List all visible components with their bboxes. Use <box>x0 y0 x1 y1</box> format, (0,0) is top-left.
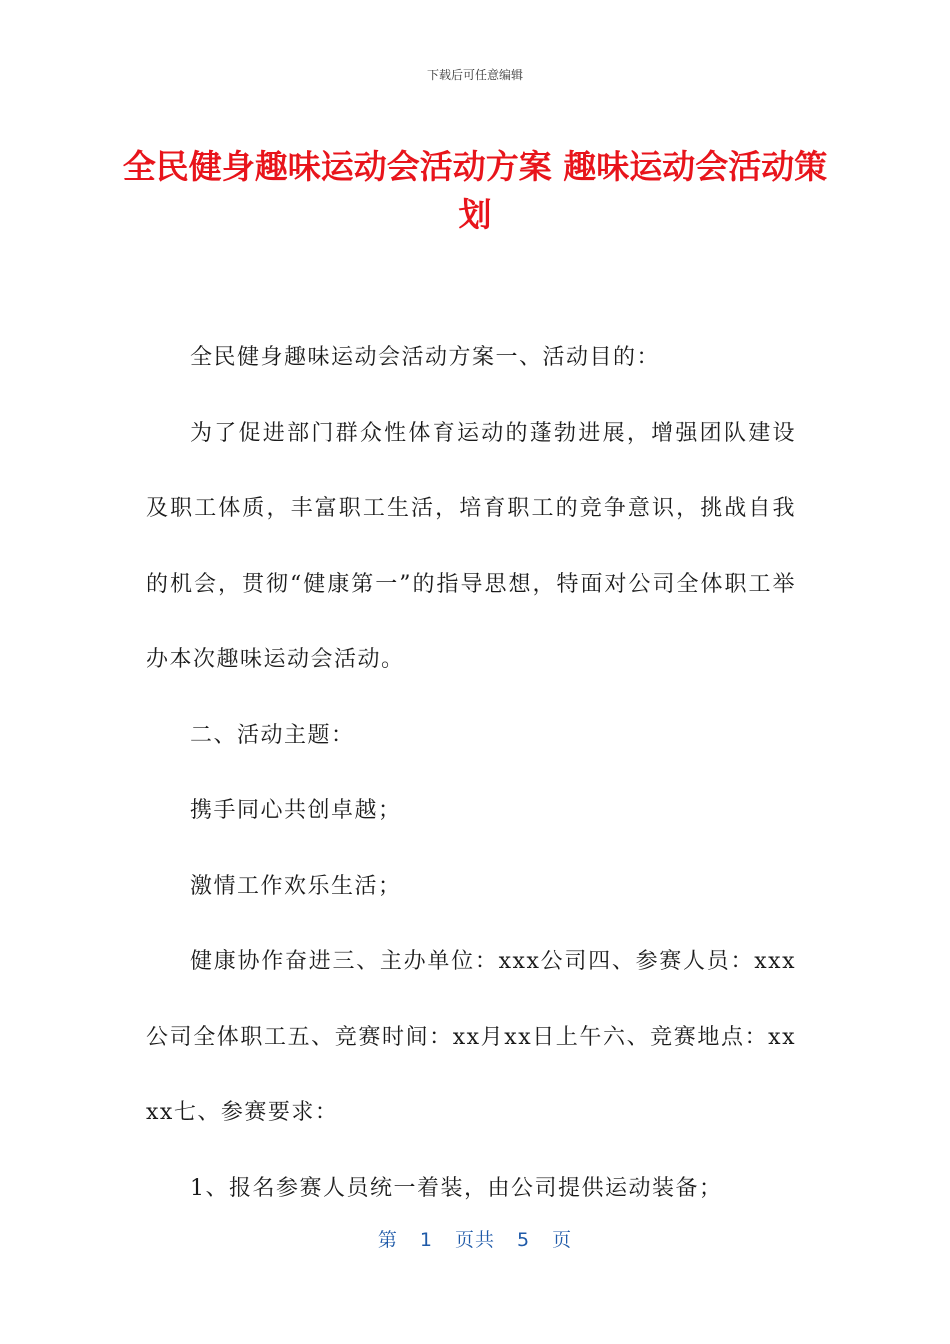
document-title: 全民健身趣味运动会活动方案 趣味运动会活动策划 <box>122 147 828 234</box>
paragraph-3: 二、活动主题： <box>190 722 355 748</box>
footer-middle: 页共 <box>454 1229 495 1251</box>
paragraph-5: 激情工作欢乐生活； <box>190 873 402 899</box>
page-header-note: 下载后可任意编辑 <box>426 68 523 82</box>
footer-total-pages: 5 <box>517 1229 531 1251</box>
footer-prefix: 第 <box>377 1229 398 1251</box>
paragraph-4: 携手同心共创卓越； <box>190 798 402 823</box>
paragraph-6: 健康协作奋进三、主办单位：xxx公司四、参赛人员：xxx公司全体职工五、竞赛时间：xx月xx日上午六、竞赛地点：xxxx七、参赛要求： <box>146 949 796 1125</box>
footer-suffix: 页 <box>552 1229 573 1251</box>
paragraph-7: 1、报名参赛人员统一着装，由公司提供运动装备； <box>190 1175 723 1201</box>
footer-current-page: 1 <box>419 1229 433 1251</box>
document-body <box>146 320 796 1226</box>
paragraph-2: 为了促进部门群众性体育运动的蓬勃进展，增强团队建设及职工体质，丰富职工生活，培育职工的竞争意识，挑战自我的机会，贯彻“健康第一”的指导思想，特面对公司全体职工举办本次趣味运动会活动。 <box>146 420 796 672</box>
page-footer <box>0 1225 950 1252</box>
paragraph-1: 全民健身趣味运动会活动方案一、活动目的： <box>190 345 661 370</box>
